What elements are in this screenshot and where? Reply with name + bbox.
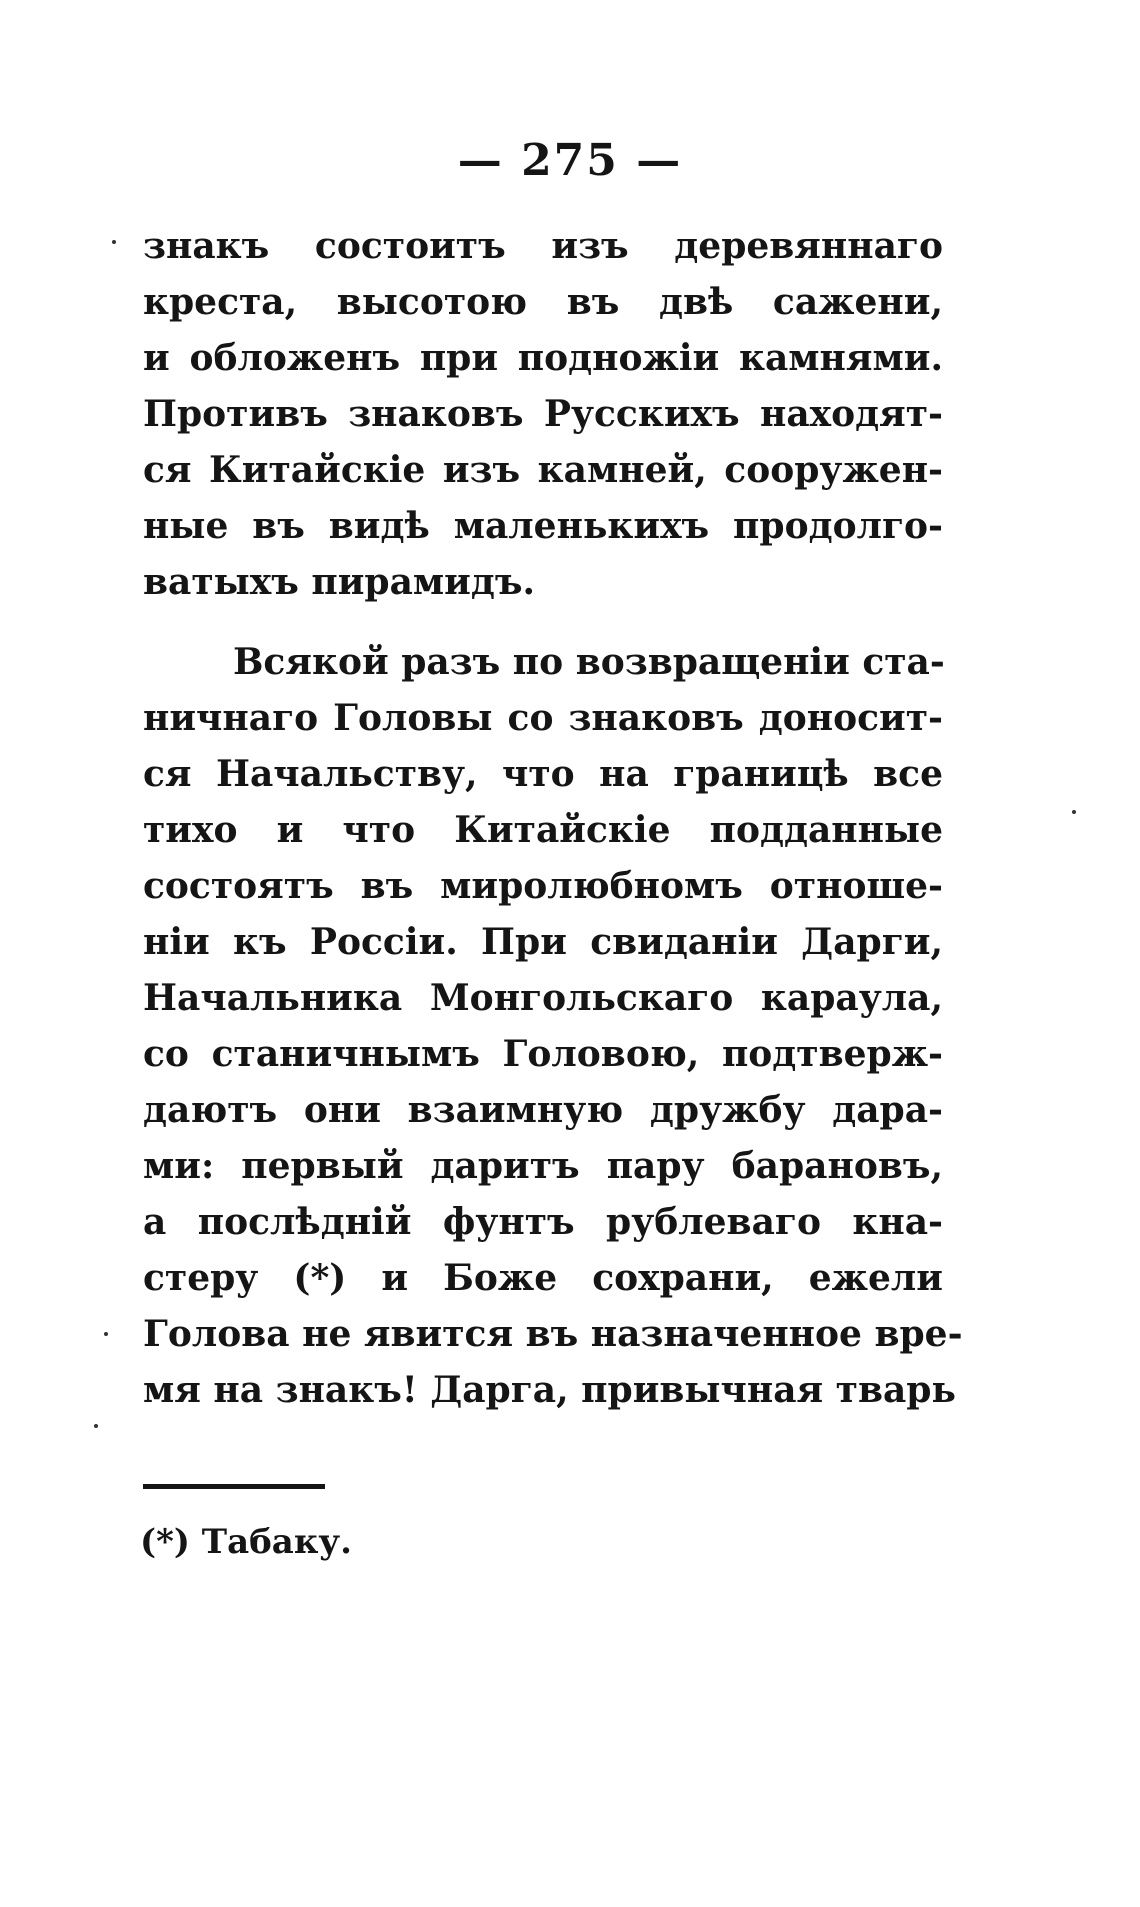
footnote: (*) Табаку. (140, 1522, 352, 1562)
text-line: а послѣдній фунтъ рублеваго кна- (143, 1201, 943, 1243)
text-line: ничнаго Головы со знаковъ доносит- (143, 697, 943, 739)
scan-speck (1072, 810, 1076, 814)
page-number: — 275 — (457, 135, 683, 186)
text-line: стеру (*) и Боже сохрани, ежели (143, 1257, 943, 1299)
text-line: тихо и что Китайскіе подданные (143, 809, 943, 851)
footnote-divider (143, 1484, 325, 1489)
text-line: знакъ состоитъ изъ деревяннаго (143, 225, 943, 267)
text-line: состоятъ въ миролюбномъ отноше- (143, 865, 943, 907)
scan-speck (104, 1332, 108, 1336)
text-line: креста, высотою въ двѣ сажени, (143, 281, 943, 323)
text-line: Голова не явится въ назначенное вре- (143, 1313, 963, 1355)
text-line: ся Начальству, что на границѣ все (143, 753, 943, 795)
text-line: даютъ они взаимную дружбу дара- (143, 1089, 943, 1131)
text-line: мя на знакъ! Дарга, привычная тварь (143, 1369, 956, 1411)
text-line: и обложенъ при подножіи камнями. (143, 337, 943, 379)
scan-speck (94, 1424, 98, 1428)
scan-speck (112, 240, 116, 244)
text-line: ные въ видѣ маленькихъ продолго- (143, 505, 943, 547)
text-line: Противъ знаковъ Русскихъ находят- (143, 393, 943, 435)
text-line: со станичнымъ Головою, подтверж- (143, 1033, 943, 1075)
text-line: ми: первый даритъ пару барановъ, (143, 1145, 943, 1187)
text-line: Начальника Монгольскаго караула, (143, 977, 943, 1019)
text-line: ся Китайскіе изъ камней, сооружен- (143, 449, 943, 491)
text-line: ніи къ Россіи. При свиданіи Дарги, (143, 921, 943, 963)
paragraph-1 (143, 218, 943, 610)
text-line: Всякой разъ по возвращеніи ста- (233, 641, 945, 683)
paragraph-2 (143, 634, 963, 1418)
text-line: ватыхъ пирамидъ. (143, 561, 536, 603)
